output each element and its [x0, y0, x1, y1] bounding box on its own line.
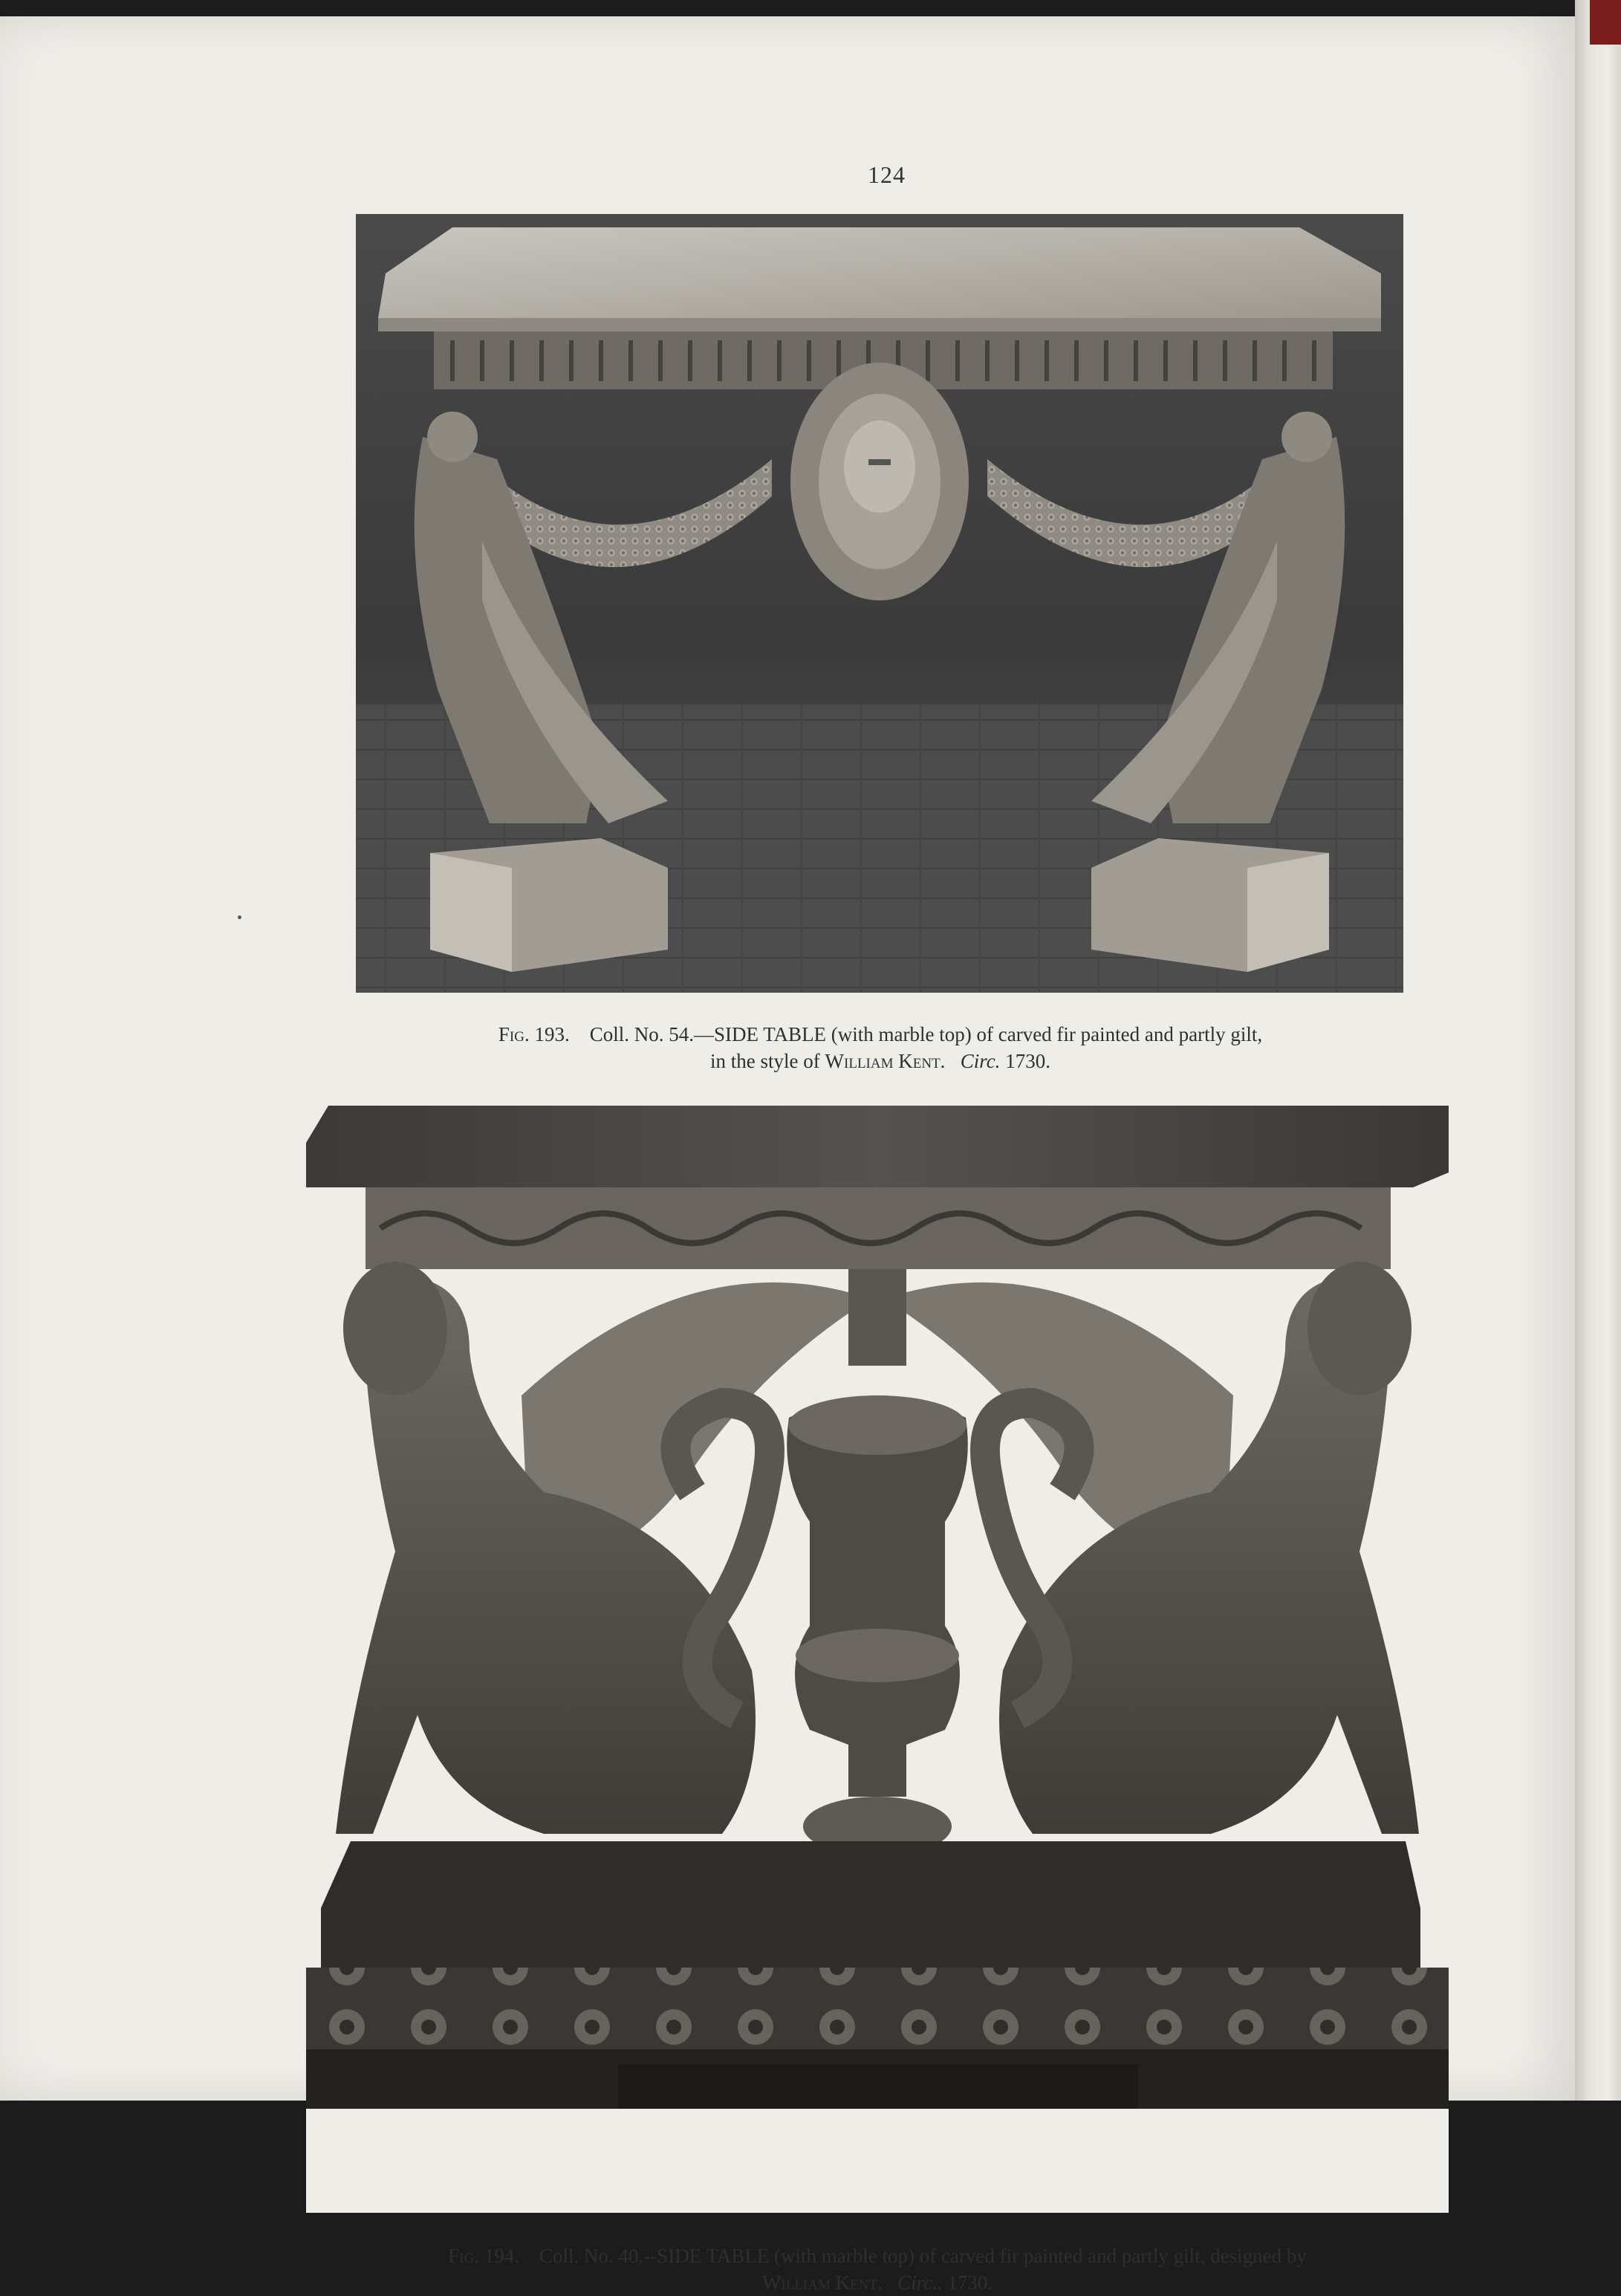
figure-number: Fig. 193. [498, 1023, 570, 1045]
figure-193-caption [357, 1021, 1404, 1074]
collection-number: Coll. No. 54. [589, 1023, 694, 1045]
binding-mark [1590, 0, 1621, 45]
circa-label: Circ.. [897, 2271, 943, 2294]
caption-line-2 [306, 2269, 1449, 2296]
caption-line-1 [306, 2243, 1449, 2269]
figure-194-photograph [306, 1106, 1449, 2213]
designer-name: William Kent. [825, 1050, 946, 1072]
caption-line-1 [357, 1021, 1404, 1048]
figure-number: Fig. 194. [448, 2245, 519, 2267]
designer-name: William Kent. [761, 2271, 883, 2294]
caption-line-2 [357, 1048, 1404, 1074]
collection-number: Coll. No. 40. [539, 2245, 644, 2267]
eagle-side-table-image [356, 214, 1403, 993]
circa-label: Circ. [960, 1050, 1001, 1072]
figure-193-photograph [356, 214, 1403, 993]
caption-year: 1730. [1005, 1050, 1050, 1072]
caption-dash: — [693, 1023, 714, 1045]
sphinx-side-table-image [306, 1106, 1449, 2213]
caption-style-text: in the style of [710, 1050, 820, 1072]
paper-speck [238, 915, 241, 919]
caption-description: SIDE TABLE (with marble top) of carved fir painted and partly gilt, [713, 1023, 1263, 1045]
caption-description: SIDE TABLE (with marble top) of carved fir painted and partly gilt, designed by [657, 2245, 1307, 2267]
caption-year: 1730. [947, 2271, 993, 2294]
book-page [0, 16, 1575, 2294]
next-page-edge [1575, 0, 1621, 2101]
figure-194-caption [306, 2243, 1449, 2296]
page-number: 124 [868, 161, 906, 188]
caption-dash: -- [643, 2245, 657, 2267]
